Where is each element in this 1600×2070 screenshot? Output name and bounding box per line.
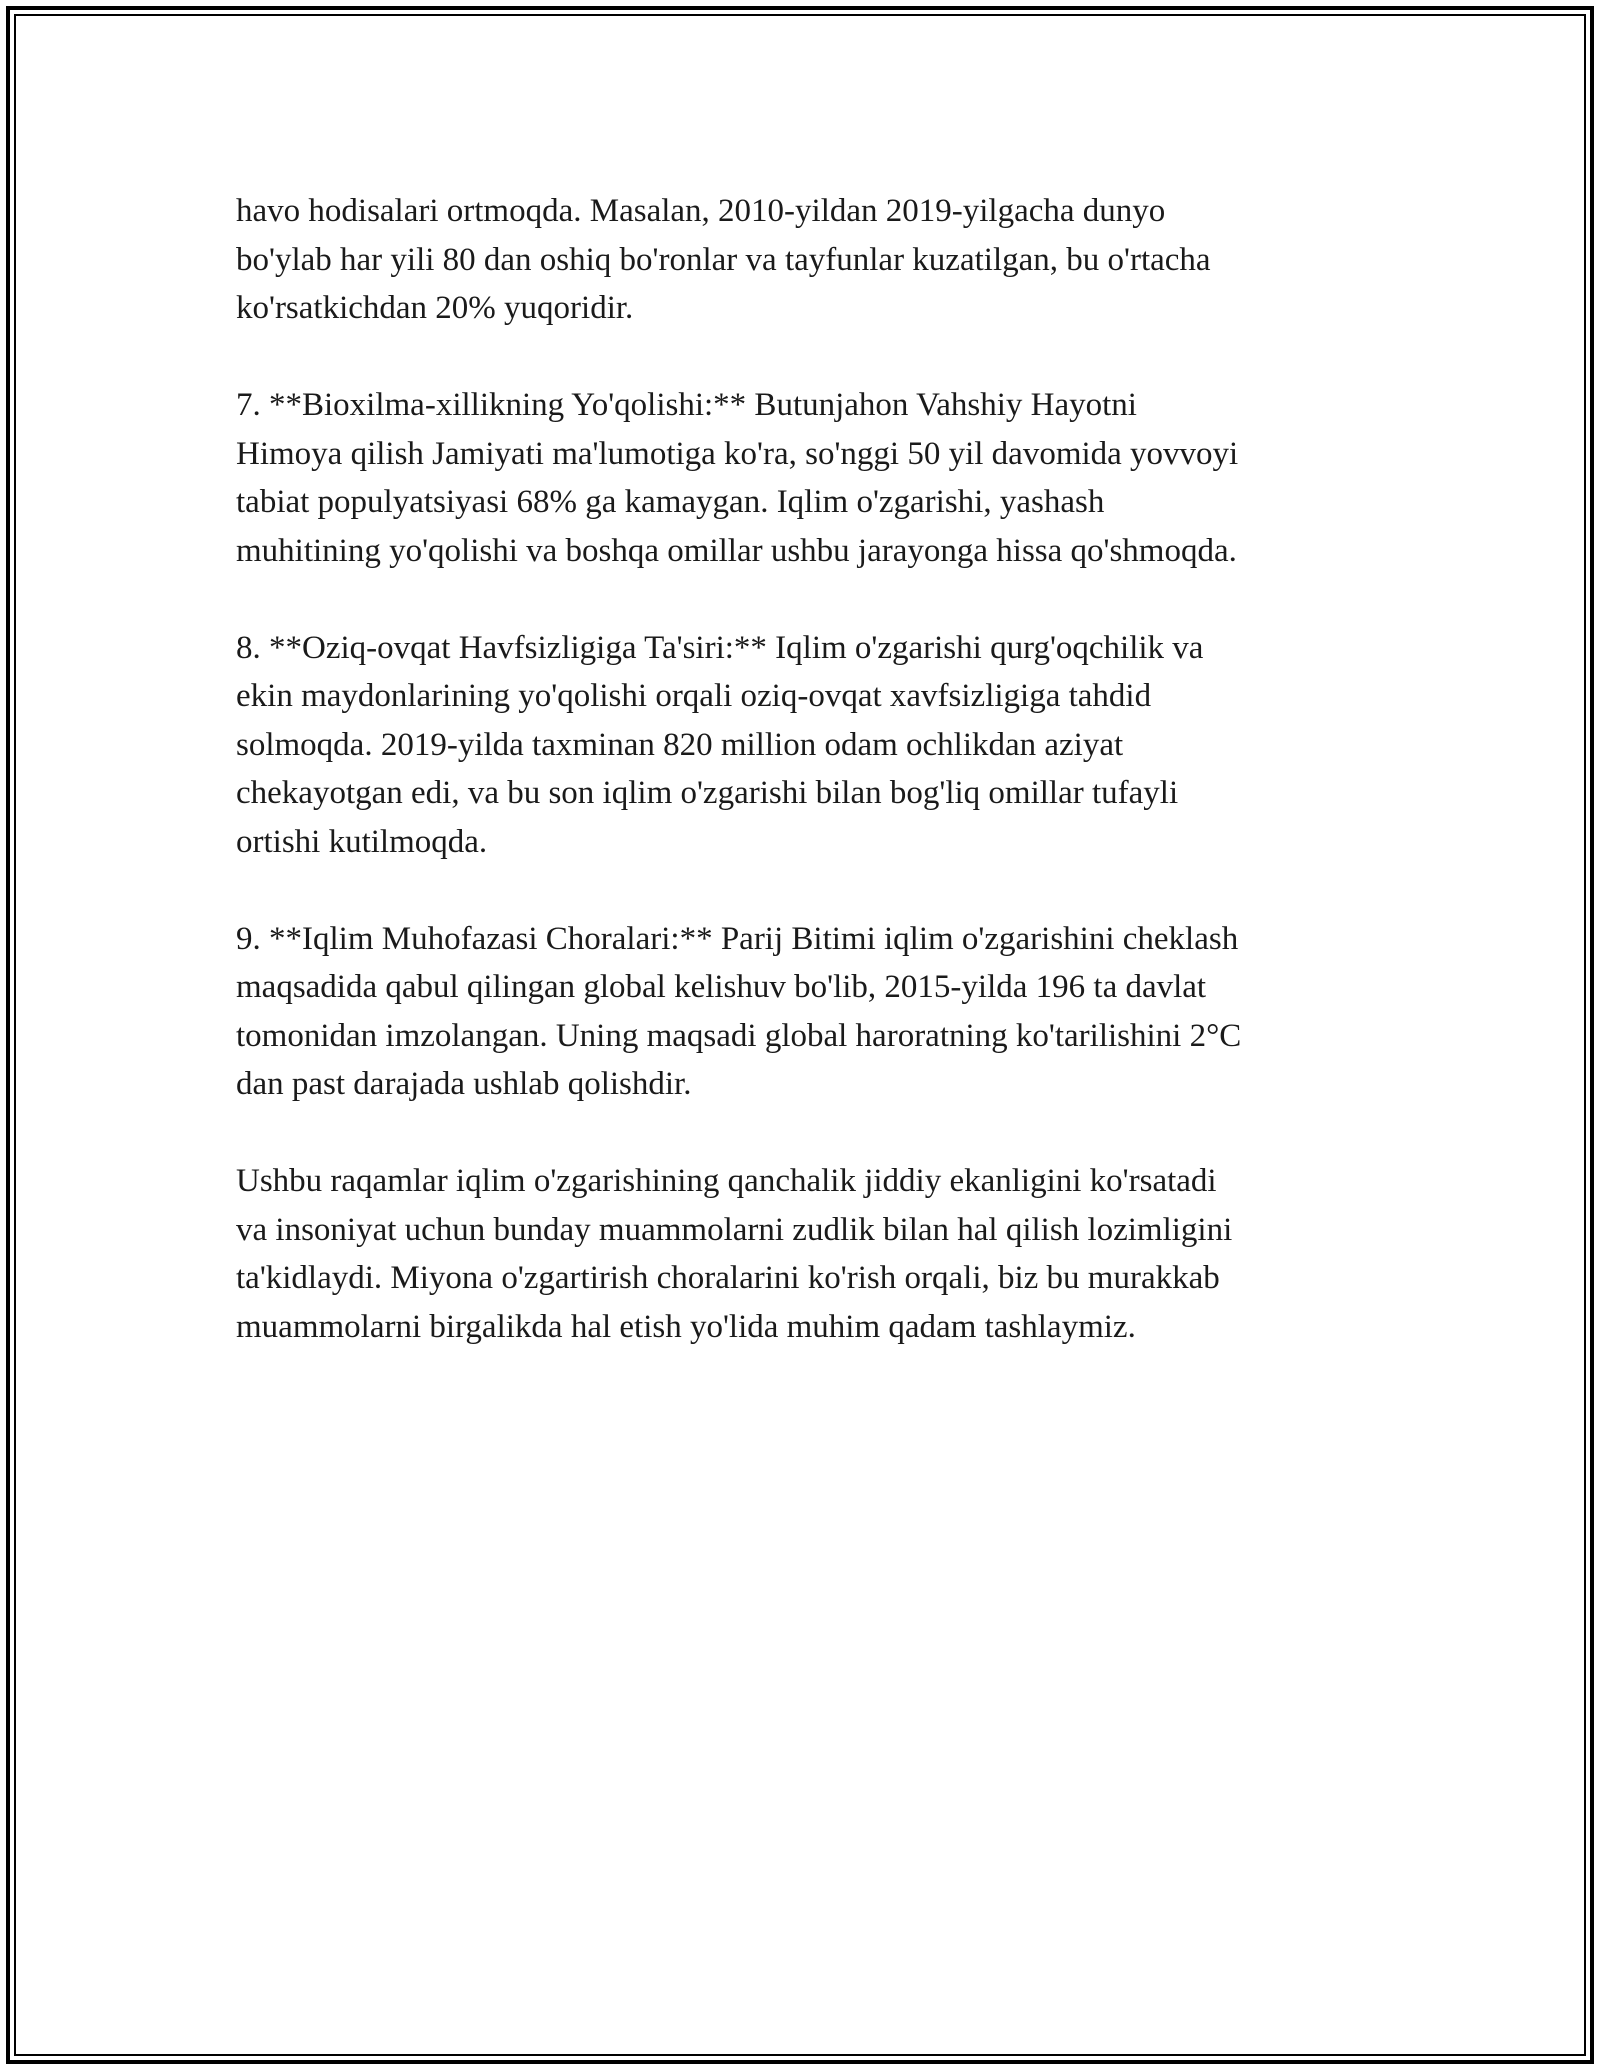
text-line: havo hodisalari ortmoqda. Masalan, 2010-yildan 2019-yilgacha dunyo bbox=[236, 193, 1166, 229]
paragraph-conclusion bbox=[236, 1157, 1366, 1351]
text-line: 8. **Oziq-ovqat Havfsizligiga Ta'siri:** Iqlim o'zgarishi qurg'oqchilik va bbox=[236, 629, 1204, 666]
text-line: muammolarni birgalikda hal etish yo'lida muhim qadam tashlaymiz. bbox=[236, 1308, 1136, 1345]
text-line: maqsadida qabul qilingan global kelishuv bo'lib, 2015-yilda 196 ta davlat bbox=[236, 969, 1207, 1005]
document-body bbox=[236, 187, 1366, 1400]
text-line: chekayotgan edi, va bu son iqlim o'zgarishi bilan bog'liq omillar tufayli bbox=[236, 775, 1179, 811]
text-line: tomonidan imzolangan. Uning maqsadi global haroratning ko'tarilishini 2°C bbox=[236, 1017, 1242, 1054]
text-line: ta'kidlaydi. Miyona o'zgartirish choralarini ko'rish orqali, biz bu murakkab bbox=[236, 1260, 1220, 1296]
paragraph-extreme-weather bbox=[236, 187, 1366, 333]
text-line: ortishi kutilmoqda. bbox=[236, 823, 488, 860]
paragraph-biodiversity-loss bbox=[236, 381, 1366, 575]
text-line: bo'ylab har yili 80 dan oshiq bo'ronlar va tayfunlar kuzatilgan, bu o'rtacha bbox=[236, 241, 1211, 278]
text-line: Himoya qilish Jamiyati ma'lumotiga ko'ra, so'nggi 50 yil davomida yovvoyi bbox=[236, 435, 1239, 472]
text-line: solmoqda. 2019-yilda taxminan 820 million odam ochlikdan aziyat bbox=[236, 726, 1124, 763]
paragraph-food-security bbox=[236, 624, 1366, 867]
text-line: 9. **Iqlim Muhofazasi Choralari:** Parij Bitimi iqlim o'zgarishini cheklash bbox=[236, 920, 1239, 957]
text-line: ko'rsatkichdan 20% yuqoridir. bbox=[236, 290, 634, 326]
text-line: va insoniyat uchun bunday muammolarni zudlik bilan hal qilish lozimligini bbox=[236, 1211, 1233, 1248]
text-line: tabiat populyatsiyasi 68% ga kamaygan. Iqlim o'zgarishi, yashash bbox=[236, 484, 1105, 520]
text-line: ekin maydonlarining yo'qolishi orqali oziq-ovqat xavfsizligiga tahdid bbox=[236, 678, 1152, 714]
text-line: dan past darajada ushlab qolishdir. bbox=[236, 1066, 692, 1102]
text-line: Ushbu raqamlar iqlim o'zgarishining qanchalik jiddiy ekanligini ko'rsatadi bbox=[236, 1163, 1217, 1199]
paragraph-climate-protection bbox=[236, 915, 1366, 1109]
text-line: muhitining yo'qolishi va boshqa omillar ushbu jarayonga hissa qo'shmoqda. bbox=[236, 532, 1237, 569]
text-line: 7. **Bioxilma-xillikning Yo'qolishi:** Butunjahon Vahshiy Hayotni bbox=[236, 387, 1137, 423]
